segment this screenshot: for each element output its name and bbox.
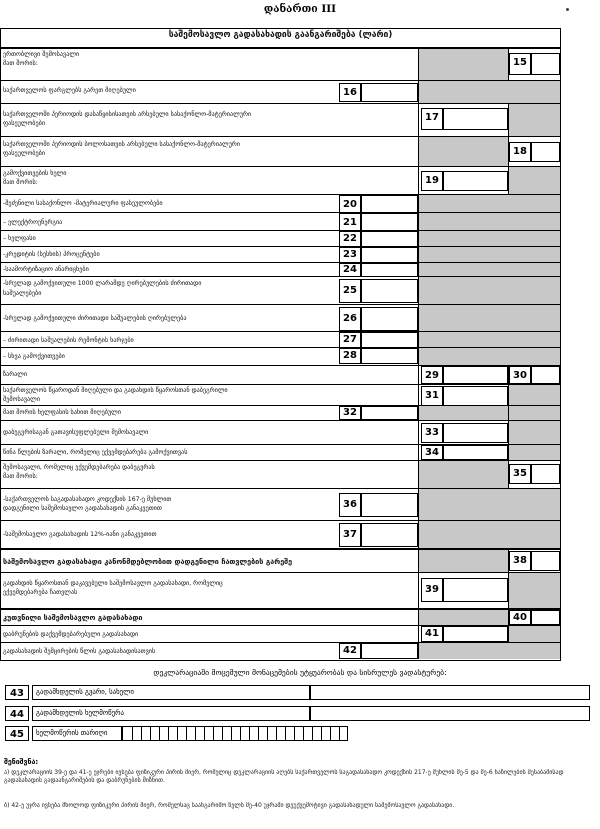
row-16: [0, 80, 561, 103]
row-40-label: კუთვნილი საშემოსავლო გადასახადი: [3, 613, 143, 622]
row-15-label-2: მათ შორის:: [3, 60, 38, 67]
gray-cell: [509, 167, 560, 194]
notes-heading: შენიშვნა:: [4, 758, 39, 766]
row-19: [0, 166, 561, 194]
row-39-label-1: გადახდის წყაროსთან დაკავებული საშემოსავლო გადასახადი, რომელიც: [3, 580, 223, 587]
gray-cell: [509, 421, 560, 444]
row-26-number: 26: [339, 307, 361, 331]
gray-cell: [419, 49, 508, 81]
row-36-label-1: -საქართველოს საგადასახადო კოდექსის 167-ე მუხლით: [3, 496, 172, 503]
row-17-label-2: ფასეულობები: [3, 120, 46, 127]
table-title: საშემოსავლო გადასახადის გაანგარიშება (ლარი): [168, 30, 393, 40]
row-21-number: 21: [339, 213, 361, 231]
row-17-number: 17: [421, 108, 443, 130]
gray-cell: [419, 550, 508, 572]
row-31-label-2: შემოსავალი: [3, 396, 40, 403]
row-16-value[interactable]: [361, 83, 418, 102]
row-29-number: 29: [421, 366, 443, 384]
field-44-number: 44: [5, 706, 29, 721]
row-28-number: 28: [339, 348, 361, 364]
row-16-label: საქართველოს ფარგლებს გარეთ მიღებული: [3, 87, 136, 94]
row-40-value[interactable]: [531, 610, 560, 625]
gray-cell: [419, 81, 560, 103]
row-21: [0, 212, 561, 230]
row-25-label-2: საშუალებები: [3, 290, 42, 297]
row-41-label: დაბრუნების დაქვემდებარებული გადასახადი: [3, 631, 139, 638]
row-31-number: 31: [421, 386, 443, 406]
row-42-label: გადასახადის შემცირების წლის გადასახადისათვის: [3, 648, 156, 655]
row-36-label-2: დადგენილი საშემოსავლო გადასახადის განაკვეთით: [3, 505, 162, 512]
row-34-number: 34: [421, 445, 443, 460]
row-27-number: 27: [339, 332, 361, 348]
row-20: [0, 194, 561, 212]
row-27-value[interactable]: [361, 332, 418, 348]
row-24-number: 24: [339, 263, 361, 277]
row-39: [0, 572, 561, 608]
row-31: [0, 384, 561, 405]
row-22: [0, 230, 561, 246]
row-35-label-2: მათ შორის:: [3, 473, 38, 480]
row-24-value[interactable]: [361, 263, 418, 277]
row-36-value[interactable]: [361, 493, 418, 517]
row-26-label: -სრულად გამოქვითული ძირითადი საშუალების ღირებულება: [3, 315, 187, 322]
row-24: [0, 262, 561, 276]
row-33-label: დაბეგვრისაგან გათავისუფლებული შემოსავალი: [3, 429, 149, 436]
row-31-value[interactable]: [443, 386, 508, 406]
row-29-30: [0, 365, 561, 384]
taxpayer-signature-label: გადამხდელის ხელმოწერა: [32, 706, 310, 721]
row-38-value[interactable]: [531, 551, 560, 571]
row-29-label: ზარალი: [3, 371, 28, 378]
row-23-label: -კრედიტის (სესხის) პროცენტები: [3, 251, 100, 258]
row-20-label: -შეძენილი სასაქონლო -მატერიალური ფასეულობები: [3, 200, 163, 207]
row-18-label-2: ფასეულობები: [3, 150, 46, 157]
row-26-value[interactable]: [361, 307, 418, 331]
gray-cell: [509, 626, 560, 642]
row-15: [0, 47, 561, 80]
row-42-value[interactable]: [361, 643, 418, 659]
page-dot: [566, 8, 569, 11]
row-28: [0, 347, 561, 365]
row-41: [0, 625, 561, 642]
row-27-label: – ძირითადი საშუალების რემონტის ხარჯები: [3, 337, 134, 344]
field-45-number: 45: [5, 726, 29, 741]
row-18: [0, 136, 561, 166]
row-38-number: 38: [509, 551, 531, 571]
row-32-value[interactable]: [361, 406, 418, 420]
row-36-number: 36: [339, 493, 361, 517]
row-33-number: 33: [421, 423, 443, 443]
declarant-title: დეკლარაციაში მოცემული მონაცემების უტყუარობას და სისრულეს ვადასტურებ:: [153, 668, 447, 677]
row-32-label: მათ შორის ხელფასის სახით მიღებული: [3, 409, 121, 416]
row-18-number: 18: [509, 142, 531, 162]
row-41-number: 41: [421, 626, 443, 642]
row-36: [0, 488, 561, 520]
row-15-label-1: ერთობლივი შემოსავალი: [3, 51, 80, 58]
row-23: [0, 246, 561, 262]
row-39-label-2: ექვემდებარება ჩათვლას: [3, 589, 78, 596]
row-24-label: -საამორტიზაციო ანარიცხები: [3, 266, 89, 273]
row-25-value[interactable]: [361, 279, 418, 303]
row-38: [0, 548, 561, 572]
row-22-number: 22: [339, 231, 361, 247]
row-29-value[interactable]: [443, 366, 508, 384]
row-30-number: 30: [509, 366, 531, 384]
row-18-label-1: საქართველოში პერიოდის ბოლოსათვის არსებული სასაქონლო-მატერიალური: [3, 141, 240, 148]
row-20-value[interactable]: [361, 195, 418, 213]
row-23-number: 23: [339, 247, 361, 263]
row-34: [0, 444, 561, 460]
row-39-number: 39: [421, 578, 443, 602]
row-33-value[interactable]: [443, 423, 508, 443]
row-22-label: – ხელფასი: [3, 235, 36, 242]
appendix-label: დანართი III: [263, 3, 337, 15]
row-17-value[interactable]: [443, 108, 508, 130]
row-35: [0, 460, 561, 488]
row-37-value[interactable]: [361, 523, 418, 547]
row-21-value[interactable]: [361, 213, 418, 231]
row-39-value[interactable]: [443, 578, 508, 602]
row-19-number: 19: [421, 171, 443, 191]
gray-cell: [509, 573, 560, 608]
row-35-number: 35: [509, 464, 531, 484]
row-25-label-1: -სრულად გამოქვითული 1000 ლარამდე ღირებულების ძირითადი: [3, 280, 202, 287]
row-34-label: წინა წლების ზარალი, რომელიც ექვემდებარება გამოქვითვას: [3, 449, 188, 456]
signature-date-label: ხელმოწერის თარიღი: [32, 726, 122, 741]
row-42-number: 42: [339, 643, 361, 659]
row-32-number: 32: [339, 406, 361, 420]
row-42: [0, 642, 561, 659]
gray-cell: [419, 610, 508, 625]
taxpayer-signature-input[interactable]: [310, 706, 590, 721]
row-19-value[interactable]: [443, 171, 508, 191]
row-21-label: – ელექტროენერგია: [3, 219, 63, 226]
row-41-value[interactable]: [443, 626, 508, 642]
gray-cell: [419, 137, 508, 166]
row-20-number: 20: [339, 195, 361, 213]
row-33: [0, 420, 561, 444]
row-25: [0, 276, 561, 304]
row-17-label-1: საქართველოში პერიოდის დასაწყისისათვის არსებული სასაქონლო-მატერიალური: [3, 111, 252, 118]
gray-cell: [509, 104, 560, 136]
gray-cell: [509, 445, 560, 460]
row-17: [0, 103, 561, 136]
row-28-label: – სხვა გამოქვითვები: [3, 353, 65, 360]
row-27: [0, 331, 561, 347]
row-19-label-2: მათ შორის:: [3, 179, 38, 186]
row-23-value[interactable]: [361, 247, 418, 263]
row-35-label-1: შემოსავალი, რომელიც ექვემდებარება დაბეგვრას: [3, 464, 155, 471]
taxpayer-name-input[interactable]: [310, 685, 590, 700]
note-a: ა) დეკლარაციის 39-ე და 41-ე ეჯრები ივსება ფიზიკური პირის მიერ, რომელიც დეკლარაციის აღებს საქართველოს საგადასახადო კოდექსის 217-ე მუხლის მე-5 და მე-6 ნაწილების შესაბამისად გადასახადის გადაანგარიშების და დაბრუნების მიზნით.: [4, 769, 564, 784]
row-28-value[interactable]: [361, 348, 418, 364]
row-16-number: 16: [339, 83, 361, 102]
row-40-number: 40: [509, 610, 531, 625]
note-b: ბ) 42-ე უჯრა ივსება მხოლოდ ფიზიკური პირის მიერ, რომელსაც საანგარიშო წელს მე-40 უჯრაში დეუქვემოტივი გადასახადული საშემოსავლო გადასახადი.: [4, 802, 455, 809]
row-19-label-1: გამოქვითვების ხელი: [3, 170, 67, 177]
gray-cell: [419, 461, 508, 488]
row-40: [0, 608, 561, 625]
row-38-label: საშემოსავლო გადასახადი კანონმდებლობით დადგენილი ჩათვლების გარეშე: [3, 557, 293, 566]
row-31-label-1: საქართველოს წყაროდან მიღებული და გადახდის წყაროსთან დაბეგრილი: [3, 387, 228, 394]
taxpayer-name-label: გადამხდელის გვარი, სახელი: [32, 685, 310, 700]
row-26: [0, 304, 561, 331]
row-34-value[interactable]: [443, 445, 508, 460]
field-43-number: 43: [5, 685, 29, 700]
signature-date-input[interactable]: [122, 726, 348, 741]
gray-cell: [419, 643, 560, 659]
row-37-label: -საშემოსავლო გადასახადის 12%-იანი განაკვეთით: [3, 531, 157, 538]
row-15-number: 15: [509, 53, 531, 75]
gray-cell: [419, 406, 508, 420]
row-25-number: 25: [339, 279, 361, 303]
row-18-value[interactable]: [531, 142, 560, 162]
row-15-value[interactable]: [531, 53, 560, 75]
row-37-number: 37: [339, 523, 361, 547]
row-30-value[interactable]: [531, 366, 560, 384]
row-22-value[interactable]: [361, 231, 418, 247]
row-35-value[interactable]: [531, 464, 560, 484]
row-32: [0, 405, 561, 420]
row-37: [0, 520, 561, 548]
